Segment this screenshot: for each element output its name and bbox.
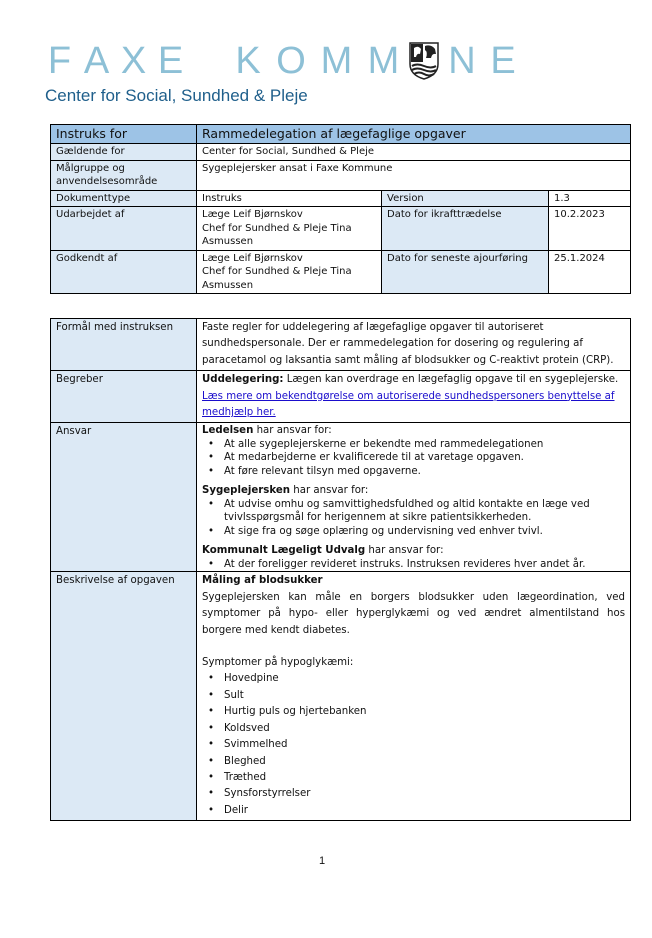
- begreber-label: Begreber: [51, 371, 197, 423]
- list-item: • At udvise omhu og samvittighedsfuldhed og altid kontakte en læge ved tvivlsspørgsmål for herigennem at sikre patientsikkerheden.: [202, 498, 625, 525]
- list-item: • At føre relevant tilsyn med opgaverne.: [202, 465, 625, 479]
- godkendt-value: [197, 250, 382, 294]
- udarbejdet-label: Udarbejdet af: [51, 207, 197, 251]
- beskrivelse-label: Beskrivelse af opgaven: [51, 572, 197, 821]
- department-subtitle: Center for Social, Sundhed & Pleje: [45, 86, 308, 105]
- meta-header-row: [51, 125, 631, 144]
- ikrafttraedelse-value: 10.2.2023: [549, 207, 631, 251]
- logo-letter: E: [157, 39, 184, 82]
- approver-line: Chef for Sundhed & Pleje Tina Asmussen: [202, 266, 352, 291]
- beskrivelse-content: [197, 572, 631, 821]
- author-line: Læge Leif Bjørnskov: [202, 209, 303, 220]
- hypoglycemia-symptoms-list: [202, 671, 625, 819]
- udvalg-list: [202, 558, 625, 572]
- meta-row: [51, 190, 631, 207]
- list-item: • Træthed: [202, 770, 625, 786]
- ajourfoering-label: Dato for seneste ajourføring: [382, 250, 549, 294]
- logo-letter: F: [47, 39, 72, 82]
- task-description: Sygeplejersken kan måle en borgers blodsukker uden lægeordination, ved symptomer på hypo- eller hyperglykæmi og ved ændret almentilstand hos borgere med kendt diabetes.: [202, 591, 625, 636]
- logo-letter: M: [367, 39, 400, 82]
- dokumenttype-label: Dokumenttype: [51, 190, 197, 207]
- gaeldende-value: Center for Social, Sundhed & Pleje: [197, 144, 631, 161]
- page-number: 1: [319, 855, 326, 867]
- meta-row: [51, 250, 631, 294]
- responsibility-heading: Kommunalt Lægeligt Udvalg har ansvar for:: [202, 545, 444, 557]
- list-item: • Svimmelhed: [202, 737, 625, 753]
- version-label: Version: [382, 190, 549, 207]
- list-item: • Hovedpine: [202, 671, 625, 687]
- responsibility-heading: Sygeplejersken har ansvar for:: [202, 485, 369, 497]
- formaal-label: Formål med instruksen: [51, 319, 197, 371]
- list-item: • At alle sygeplejerskerne er bekendte med rammedelegationen: [202, 438, 625, 452]
- list-item: • Sult: [202, 688, 625, 704]
- list-item: • At der foreligger revideret instruks. Instruksen revideres hver andet år.: [202, 558, 625, 572]
- instruks-for-label: Instruks for: [51, 125, 197, 144]
- udarbejdet-value: [197, 207, 382, 251]
- instruks-title: Rammedelegation af lægefaglige opgaver: [197, 125, 631, 144]
- faxe-kommune-logo: [41, 40, 523, 82]
- logo-letter: K: [235, 39, 261, 82]
- document-meta-table: [50, 124, 631, 294]
- meta-row: [51, 144, 631, 161]
- instruction-content-table: [50, 318, 631, 821]
- task-heading: Måling af blodsukker: [202, 575, 323, 587]
- logo-letter: E: [490, 39, 516, 82]
- logo-letter: O: [276, 39, 306, 82]
- list-item: • Hurtig puls og hjertebanken: [202, 704, 625, 720]
- list-item: • Koldsved: [202, 721, 625, 737]
- meta-row: [51, 207, 631, 251]
- dokumenttype-value: Instruks: [197, 190, 382, 207]
- author-line: Chef for Sundhed & Pleje Tina Asmussen: [202, 222, 352, 247]
- ikrafttraedelse-label: Dato for ikrafttrædelse: [382, 207, 549, 251]
- version-value: 1.3: [549, 190, 631, 207]
- begreber-content: [197, 371, 631, 423]
- coat-of-arms-icon: [409, 42, 439, 80]
- meta-row: [51, 160, 631, 190]
- list-item: • Synsforstyrrelser: [202, 786, 625, 802]
- bekendtgoerelse-link[interactable]: Læs mere om bekendtgørelse om autoriserede sundhedspersoners benyttelse af medhjælp her.: [202, 390, 615, 419]
- maalgruppe-label: Målgruppe og anvendelsesområde: [51, 160, 197, 190]
- godkendt-label: Godkendt af: [51, 250, 197, 294]
- ledelsen-list: [202, 438, 625, 479]
- sygeplejersken-list: [202, 498, 625, 539]
- responsibility-heading: Ledelsen har ansvar for:: [202, 425, 332, 437]
- logo-letter: M: [320, 39, 353, 82]
- ajourfoering-value: 25.1.2024: [549, 250, 631, 294]
- list-item: • At medarbejderne er kvalificerede til at varetage opgaven.: [202, 451, 625, 465]
- definition: Lægen kan overdrage en lægefaglig opgave til en sygeplejerske.: [283, 374, 619, 386]
- term: Uddelegering:: [202, 374, 284, 386]
- logo-letter: N: [448, 39, 476, 82]
- begreber-row: [51, 371, 631, 423]
- maalgruppe-value: Sygeplejersker ansat i Faxe Kommune: [197, 160, 631, 190]
- logo-letter: X: [120, 39, 147, 82]
- gaeldende-label: Gældende for: [51, 144, 197, 161]
- beskrivelse-row: [51, 572, 631, 821]
- approver-line: Læge Leif Bjørnskov: [202, 252, 303, 264]
- logo-letter: A: [83, 39, 110, 82]
- symptoms-heading: Symptomer på hypoglykæmi:: [202, 657, 354, 669]
- ansvar-label: Ansvar: [51, 423, 197, 572]
- ansvar-content: [197, 423, 631, 572]
- formaal-text: Faste regler for uddelegering af lægefaglige opgaver til autoriseret sundhedspersonale. Der er rammedelegation for dosering og regulering af paracetamol og laksantia samt måling af blodsukker og C-reaktivt protein (CRP).: [197, 319, 631, 371]
- list-item: • Bleghed: [202, 754, 625, 770]
- formaal-row: [51, 319, 631, 371]
- ansvar-row: [51, 423, 631, 572]
- list-item: • Delir: [202, 803, 625, 819]
- list-item: • At sige fra og søge oplæring og undervisning ved enhver tvivl.: [202, 525, 625, 539]
